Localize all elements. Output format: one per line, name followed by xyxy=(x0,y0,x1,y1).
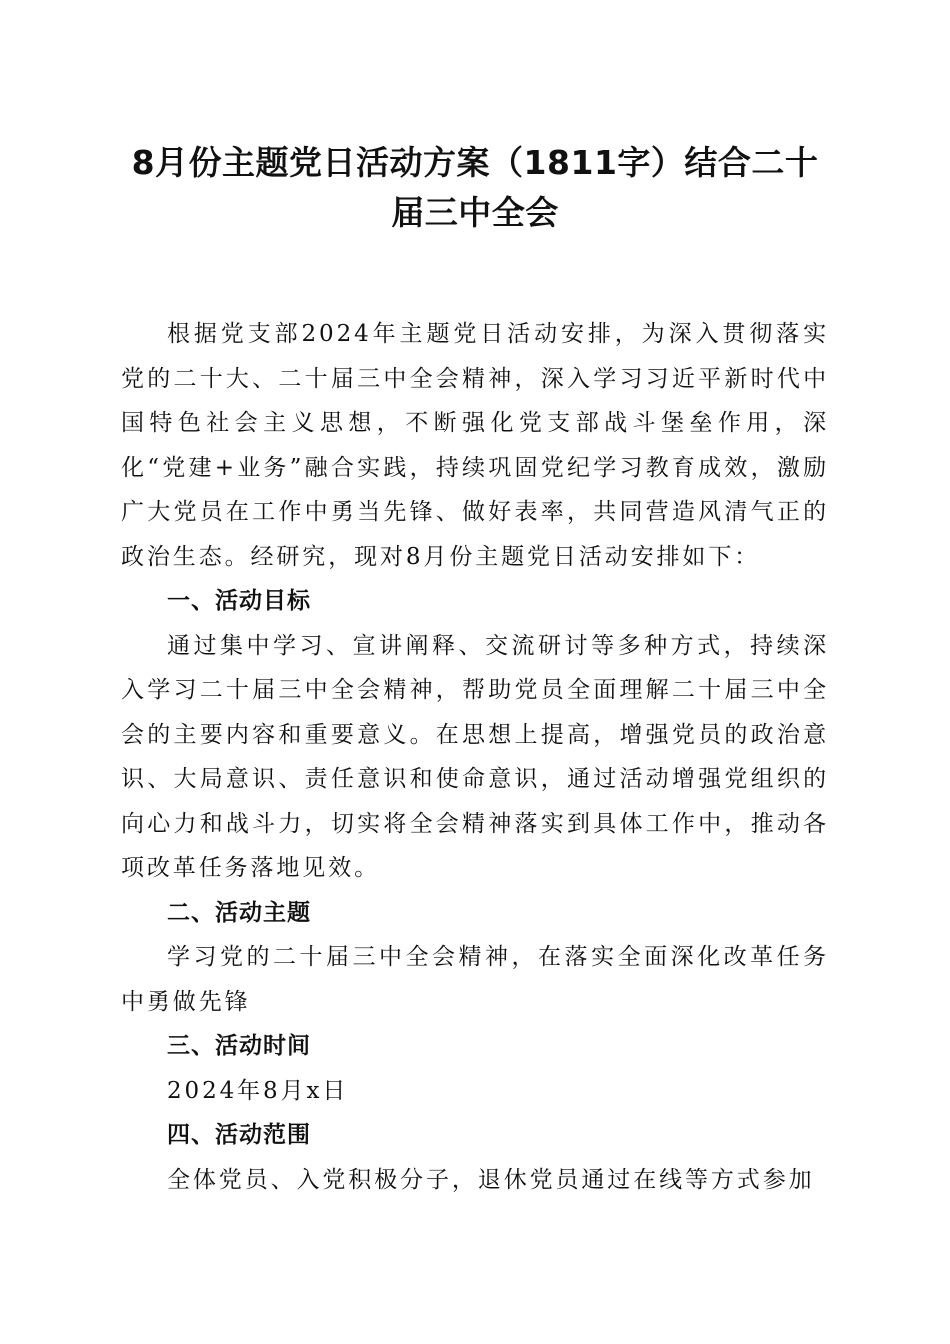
document-body xyxy=(121,312,829,1202)
section-text-scope: 全体党员、入党积极分子，退休党员通过在线等方式参加 xyxy=(167,1166,815,1193)
intro-paragraph: 根据党支部2024年主题党日活动安排，为深入贯彻落实党的二十大、二十届三中全会精神，深入学习习近平新时代中国特色社会主义思想，不断强化党支部战斗堡垒作用，深化“党建+业务”融合实践，持续巩固党纪学习教育成效，激励广大党员在工作中勇当先锋、做好表率，共同营造风清气正的政治生态。经研究，现对8月份主题党日活动安排如下： xyxy=(121,321,829,570)
document-title: 8月份主题党日活动方案（1811字）结合二十届三中全会 xyxy=(131,143,819,232)
section-heading-time: 三、活动时间 xyxy=(167,1033,311,1059)
section-heading-goal: 一、活动目标 xyxy=(167,588,311,614)
section-text-goal: 通过集中学习、宣讲阐释、交流研讨等多种方式，持续深入学习二十届三中全会精神，帮助党员全面理解二十届三中全会的主要内容和重要意义。在思想上提高，增强党员的政治意识、大局意识、责任意识和使命意识，通过活动增强党组织的向心力和战斗力，切实将全会精神落实到具体工作中，推动各项改革任务落地见效。 xyxy=(121,632,829,881)
section-heading-theme: 二、活动主题 xyxy=(167,899,311,926)
document-page xyxy=(121,138,829,1202)
section-heading-scope: 四、活动范围 xyxy=(167,1122,311,1148)
section-text-theme: 学习党的二十届三中全会精神，在落实全面深化改革任务中勇做先锋 xyxy=(121,944,829,1015)
section-text-time: 2024年8月x日 xyxy=(167,1077,349,1104)
